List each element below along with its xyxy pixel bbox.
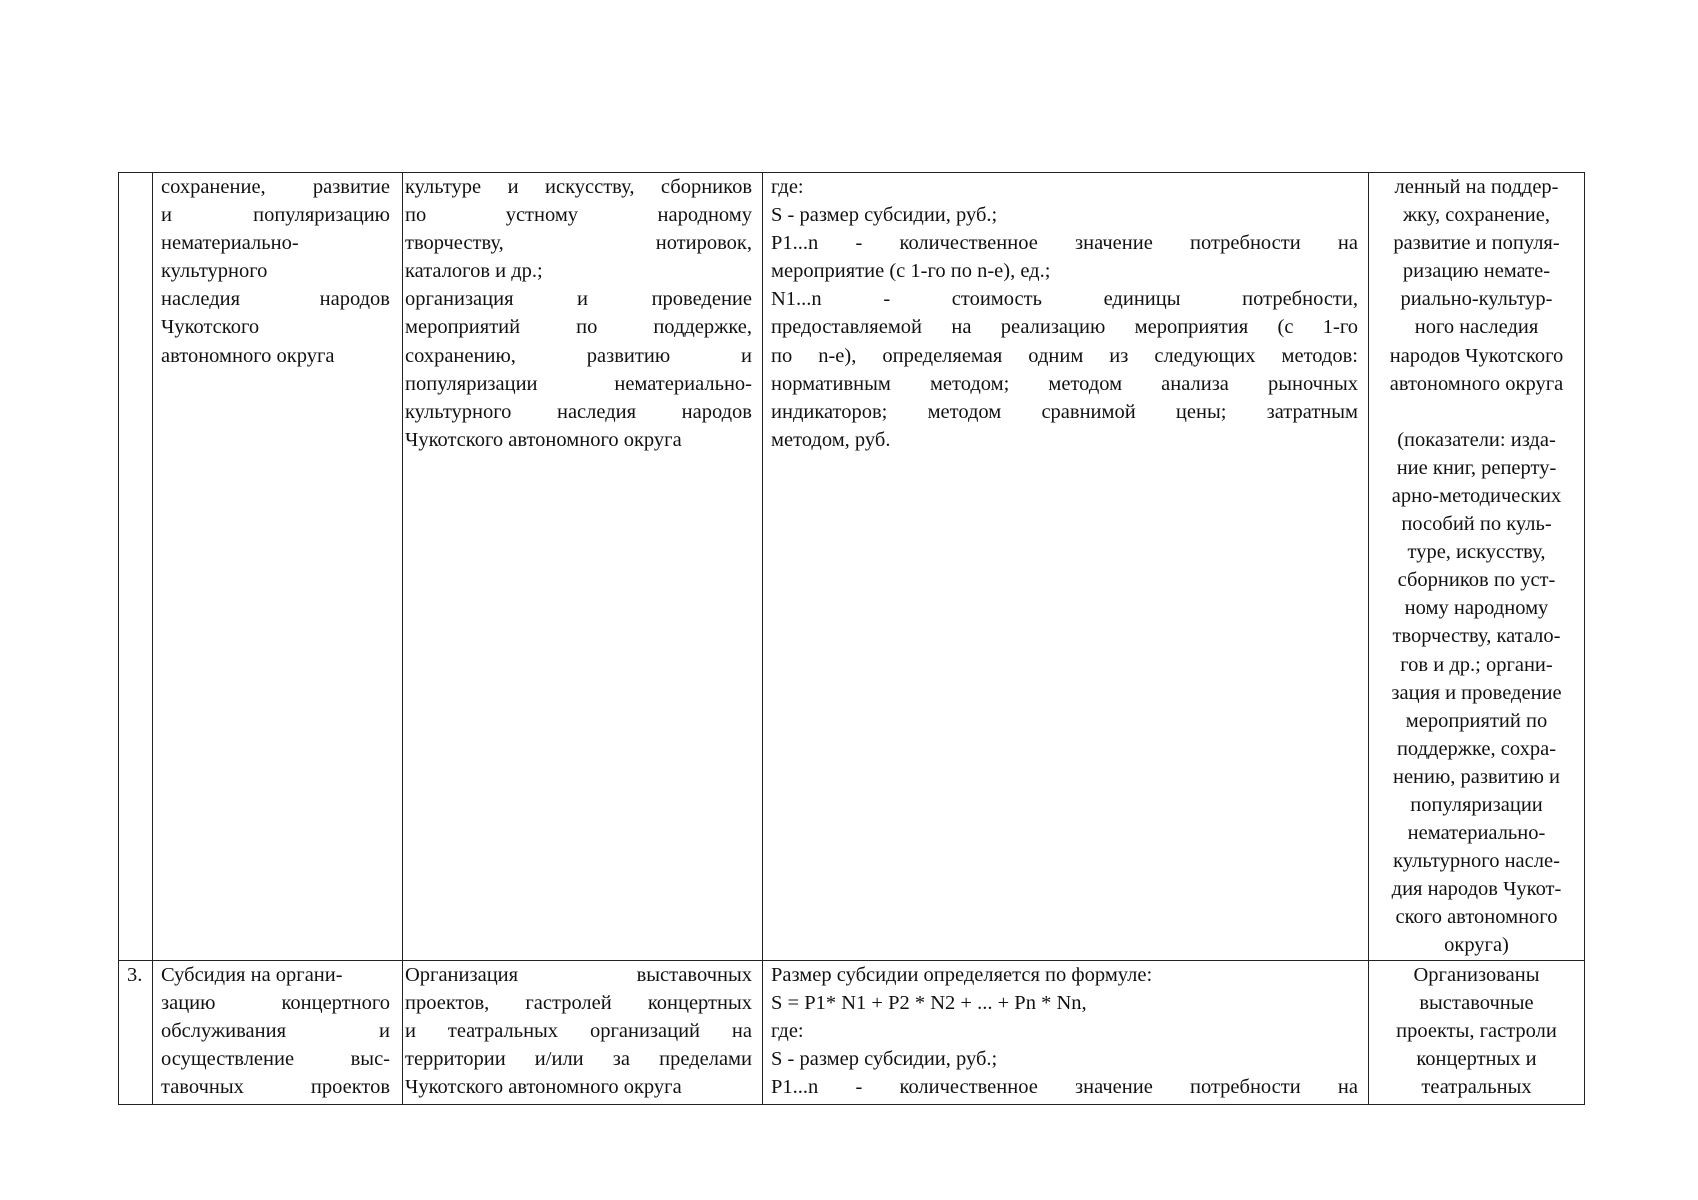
text-line: наследия народов (161, 288, 390, 311)
document-table (118, 172, 1585, 1105)
text-line: Организация выставочных (405, 963, 752, 986)
text-line: ского автономного (1395, 906, 1558, 929)
text-line: тавочных проектов (161, 1075, 390, 1098)
text-line: P1...n - количественное значение потребности на (771, 1075, 1358, 1098)
formula-cell (763, 173, 1369, 961)
text-line: осуществление выс- (161, 1047, 390, 1070)
text-line: S - размер субсидии, руб.; (771, 204, 998, 227)
text-line: и популяризацию (161, 204, 390, 227)
text-line: проекты, гастроли (1396, 1019, 1557, 1042)
row-number-cell (119, 960, 153, 1104)
text-line: P1...n - количественное значение потребности на (771, 232, 1358, 255)
text-line: Чукотского автономного округа (405, 1075, 682, 1098)
text-line: и театральных организаций на (405, 1019, 752, 1042)
event-description-text (403, 961, 762, 1101)
text-line: творчеству, катало- (1392, 625, 1561, 648)
event-description-cell (403, 173, 763, 961)
result-indicator-text (1369, 173, 1584, 960)
text-line: S - размер субсидии, руб.; (771, 1047, 998, 1070)
formula-text (763, 961, 1368, 1101)
text-line: туре, искусству, (1407, 541, 1546, 564)
text-line: мероприятий по (1405, 709, 1548, 732)
text-line: зацию концертного (161, 991, 390, 1014)
formula-cell (763, 960, 1369, 1104)
text-line: Чукотского (161, 316, 260, 339)
text-line: дия народов Чукот- (1391, 878, 1562, 901)
text-line: зация и проведение (1391, 681, 1562, 704)
subsidy-name-cell (153, 960, 403, 1104)
text-line: округа) (1444, 934, 1509, 957)
text-line: популяризации (1410, 793, 1543, 816)
text-line: проектов, гастролей концертных (405, 991, 752, 1014)
text-line: N1...n - стоимость единицы потребности, (771, 288, 1358, 311)
text-line: индикаторов; методом сравнимой цены; затратным (771, 400, 1358, 423)
text-line: театральных (1421, 1075, 1532, 1098)
table-row (119, 960, 1585, 1104)
event-description-cell (403, 960, 763, 1104)
text-line: по устному народному (405, 204, 752, 227)
text-line: развитие и популя- (1393, 232, 1560, 255)
text-line: Субсидия на органи- (161, 963, 343, 986)
row-number: 3. (127, 963, 143, 986)
text-line: обслуживания и (161, 1019, 390, 1042)
text-line: методом, руб. (771, 428, 891, 451)
text-line: гов и др.; органи- (1400, 653, 1553, 676)
result-indicator-text (1369, 961, 1584, 1101)
text-line: жку, сохранение, (1403, 204, 1550, 227)
text-line: мероприятий по поддержке, (405, 316, 752, 339)
text-line: сохранению, развитию и (405, 344, 752, 367)
text-line: нематериально- (161, 232, 299, 255)
row-number-cell (119, 173, 153, 961)
text-line: культуре и искусству, сборников (405, 176, 752, 198)
text-line: пособий по куль- (1401, 513, 1552, 536)
text-line: выставочные (1419, 991, 1534, 1014)
text-line: ленный на поддер- (1394, 176, 1559, 198)
text-line: творчеству, нотировок, (405, 232, 752, 255)
formula-text (763, 173, 1368, 454)
text-line: риально-культур- (1400, 288, 1553, 311)
text-line: нению, развитию и (1392, 765, 1560, 788)
text-line: нематериально- (1407, 822, 1546, 845)
text-line: автономного округа (161, 344, 335, 367)
text-line: сохранение, развитие (161, 176, 390, 198)
event-description-text (403, 173, 762, 454)
text-line: Размер субсидии определяется по формуле: (771, 963, 1153, 986)
text-line: культурного наследия народов (405, 400, 752, 423)
text-line: ризацию немате- (1402, 260, 1551, 283)
text-line: по n-е), определяемая одним из следующих методов: (771, 344, 1358, 367)
text-line: где: (771, 176, 804, 198)
text-line: автономного округа (1389, 372, 1564, 395)
text-line: Организованы (1413, 963, 1540, 986)
text-line: культурного насле- (1393, 850, 1560, 873)
table-row (119, 173, 1585, 961)
text-line: территории и/или за пределами (405, 1047, 752, 1070)
text-line: ние книг, реперту- (1396, 456, 1557, 479)
subsidy-name-cell (153, 173, 403, 961)
text-line: S = P1* N1 + P2 * N2 + ... + Pn * Nn, (771, 991, 1087, 1014)
text-line: предоставляемой на реализацию мероприятия (с 1-го (771, 316, 1358, 339)
text-line: каталогов и др.; (405, 260, 543, 283)
subsidy-name-text (153, 961, 402, 1101)
result-indicator-cell (1369, 173, 1585, 961)
text-line: популяризации нематериально- (405, 372, 752, 395)
text-line: мероприятие (с 1-го по n-е), ед.; (771, 260, 1051, 283)
text-line: Чукотского автономного округа (405, 428, 682, 451)
subsidy-name-text (153, 173, 402, 370)
text-line: организация и проведение (405, 288, 752, 311)
text-line (1371, 398, 1582, 426)
text-line: нормативным методом; методом анализа рыночных (771, 372, 1358, 395)
text-line: ному народному (1404, 597, 1549, 620)
text-line: арно-методических (1391, 484, 1562, 507)
text-line: сборников по уст- (1397, 569, 1556, 592)
text-line: концертных и (1416, 1047, 1537, 1070)
text-line: где: (771, 1019, 804, 1042)
text-line: (показатели: изда- (1397, 428, 1556, 451)
text-line: поддержке, сохра- (1396, 737, 1557, 760)
result-indicator-cell (1369, 960, 1585, 1104)
text-line: народов Чукотского (1389, 344, 1564, 367)
text-line: культурного (161, 260, 268, 283)
text-line: ного наследия (1414, 316, 1539, 339)
